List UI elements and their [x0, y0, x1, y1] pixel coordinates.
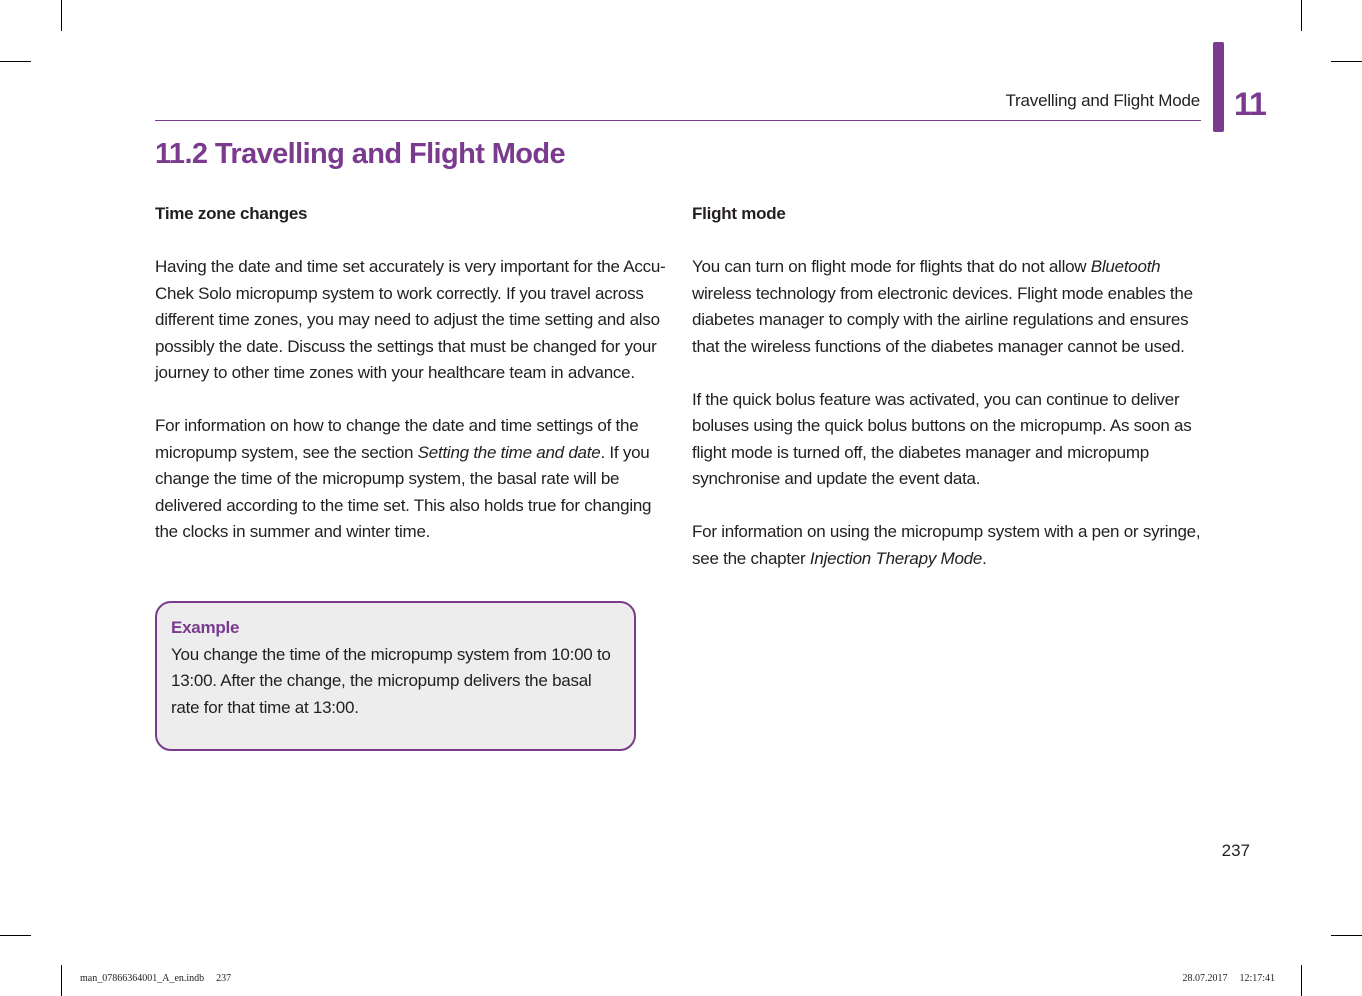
chapter-tab-marker [1213, 42, 1224, 132]
right-column [692, 201, 1207, 599]
header-divider [155, 120, 1201, 121]
print-slug-timestamp [1182, 973, 1275, 984]
section-reference: Setting the time and date [417, 442, 601, 462]
time-zone-heading: Time zone changes [155, 204, 308, 223]
paragraph-text: You can turn on flight mode for flights that do not allow [692, 257, 1091, 276]
slug-date: 28.07.2017 [1182, 973, 1228, 984]
crop-mark [1331, 935, 1362, 936]
crop-mark [1301, 0, 1302, 31]
running-header: Travelling and Flight Mode [1005, 91, 1200, 110]
slug-page: 237 [216, 973, 232, 984]
crop-mark [1301, 965, 1302, 996]
bluetooth-term: Bluetooth [1090, 257, 1161, 276]
paragraph-text: For information on using the micropump system with a pen or syringe, see the chapter [692, 522, 1201, 568]
page-number: 237 [1221, 841, 1250, 860]
slug-filename: man_07866364001_A_en.indb [80, 973, 205, 984]
time-zone-paragraph: Having the date and time set accurately is very important for the Accu-Chek Solo micropump system to work correctly. If you travel across different time zones, you may need to adjust the time setting and also possibly the date. Discuss the settings that must be changed for your journey to other time zones with your healthcare team in advance. [155, 257, 666, 382]
print-slug-file [80, 973, 231, 984]
chapter-reference: Injection Therapy Mode [809, 548, 983, 568]
example-text: You change the time of the micropump system from 10:00 to 13:00. After the change, the micropump delivers the basal rate for that time at 13:00. [171, 644, 611, 717]
slug-time: 12:17:41 [1239, 973, 1275, 984]
left-column [155, 201, 670, 572]
paragraph-text: For information on how to change the date and time settings of the micropump system, see the section [155, 416, 639, 462]
date-time-paragraph [155, 413, 670, 546]
crop-mark [1331, 61, 1362, 62]
section-title: 11.2 Travelling and Flight Mode [155, 138, 566, 170]
paragraph-text: . If you change the time of the micropump system, the basal rate will be delivered according to the time set. This also holds true for changing the clocks in summer and winter time. [155, 442, 652, 541]
example-box [155, 601, 636, 751]
crop-mark [61, 965, 62, 996]
paragraph-text: . [982, 548, 987, 568]
flight-mode-heading: Flight mode [692, 204, 786, 223]
paragraph-text: wireless technology from electronic devices. Flight mode enables the diabetes manager to comply with the airline regulations and ensures that the wireless functions of the diabetes manager cannot be used. [692, 283, 1193, 356]
injection-therapy-paragraph [692, 519, 1207, 572]
crop-mark [0, 935, 31, 936]
flight-mode-paragraph [692, 254, 1207, 360]
chapter-number: 11 [1234, 86, 1266, 122]
crop-mark [0, 61, 31, 62]
example-title: Example [171, 618, 240, 637]
quick-bolus-paragraph: If the quick bolus feature was activated, you can continue to deliver boluses using the quick bolus buttons on the micropump. As soon as flight mode is turned off, the diabetes manager and micropump synchronise and update the event data. [692, 389, 1192, 488]
crop-mark [61, 0, 62, 31]
